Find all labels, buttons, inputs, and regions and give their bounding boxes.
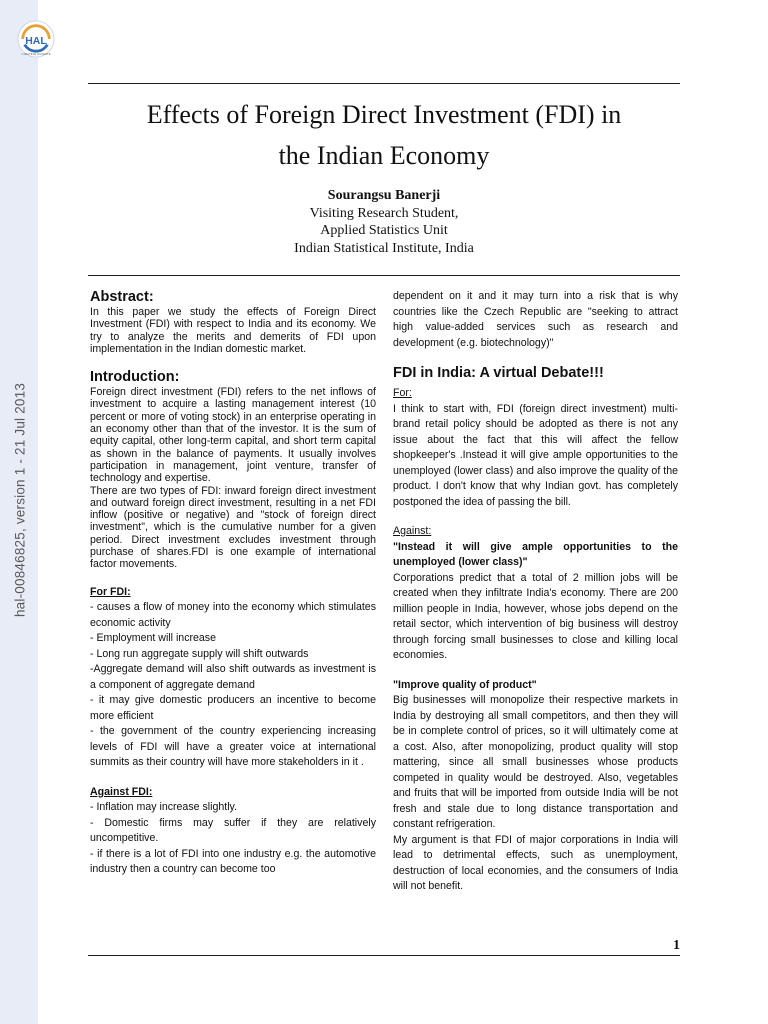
argument-text: My argument is that FDI of major corporations in India will lead to detrimental effects, such as unemployment, destruction of local economies, and the consumers of India will not benefit.: [393, 833, 678, 892]
against-label: Against:: [393, 525, 432, 537]
fdi-lists: [90, 585, 376, 878]
page-number: 1: [673, 938, 680, 953]
list-item: - causes a flow of money into the economy which stimulates economic activity: [90, 601, 376, 629]
continuation-text: dependent on it and it may turn into a risk that is why countries like the Czech Republic are "seeking to attract high value-added services such as research and development (e.g. biotechnology)": [393, 290, 678, 349]
for-fdi-heading: For FDI:: [90, 585, 131, 598]
author-block: [88, 187, 680, 257]
header-rule-top: [88, 83, 680, 84]
quote-unemployed-text: Corporations predict that a total of 2 million jobs will be created when they infiltrate India's economy. There are 200 million people in India, however, whose jobs depend on the retail sector, which intervention of big business will destroy through forcing small businesses to close and killing local economies.: [393, 571, 678, 661]
right-column: [393, 289, 678, 895]
list-item: - the government of the country experiencing increasing levels of FDI will have a greater voice at international summits as their country will have more stakeholders in it .: [90, 725, 376, 769]
for-label: For:: [393, 387, 412, 399]
introduction-paragraph-1: Foreign direct investment (FDI) refers to the net inflows of investment to acquire a lasting management interest (10 percent or more of voting stock) in an enterprise operating in an economy other than that of the investor. It is the sum of equity capital, other long-term capital, and short term capital as shown in the balance of payments. It usually involves participation in management, joint venture, transfer of technology and expertise.: [90, 386, 376, 485]
abstract-text: In this paper we study the effects of Foreign Direct Investment (FDI) with respect to India and its economy. We try to analyze the merits and demerits of FDI upon implementation in the Indian domestic market.: [90, 306, 376, 355]
quote-quality-text: Big businesses will monopolize their respective markets in India by destroying all small competitors, and then they will be in complete control of prices, so it will ultimately come at a cost. Also, after monopolizing, product quality will stop mattering, since all small businesses whose products competed in quality would be destroyed. Also, vegetables and fruits that will be imported from outside India will be not fresh and stale due to long distance transportation and constant refrigeration.: [393, 694, 678, 830]
logo-caption: L'ARCHIVE OUVERTE: [21, 52, 51, 57]
abstract-heading: Abstract:: [90, 289, 154, 305]
author-name: Sourangsu Banerji: [327, 188, 441, 203]
against-fdi-heading: Against FDI:: [90, 785, 153, 798]
logo-text: HAL: [25, 35, 47, 47]
introduction-paragraph-2: There are two types of FDI: inward foreign direct investment and outward foreign direct investment, resulting in a net FDI inflow (positive or negative) and "stock of foreign direct investment", which is the cumulative number for a given period. Direct investment excludes investment through purchase of shares.FDI is one example of international factor movements.: [90, 484, 376, 571]
author-position: Visiting Research Student,: [309, 205, 459, 221]
introduction-heading: Introduction:: [90, 369, 180, 386]
left-column: [90, 289, 376, 878]
list-item: - it may give domestic producers an incentive to become more efficient: [90, 694, 376, 722]
hal-id-label: hal-00846825, version 1 - 21 Jul 2013: [12, 382, 28, 618]
list-item: - Long run aggregate supply will shift outwards: [90, 647, 309, 660]
list-item: - Inflation may increase slightly.: [90, 801, 237, 814]
for-text: I think to start with, FDI (foreign direct investment) multi-brand retail policy should be adopted as there is not any issue about the fact that this will affect the fellow shopkeeper's .Instead it will give ample opportunities to the unemployed (lower class) and also improve the quality of the product. I don't know that why Indian govt. has completely postponed the idea of passing the bill.: [393, 402, 678, 508]
title-line-2: the Indian Economy: [278, 141, 490, 170]
list-item: -Aggregate demand will also shift outwards as investment is a component of aggregate demand: [90, 663, 376, 691]
quote-quality: "Improve quality of product": [393, 678, 537, 691]
header-rule-bottom: [88, 275, 680, 276]
author-institute: Indian Statistical Institute, India: [294, 240, 474, 256]
paper-title: [88, 94, 680, 176]
quote-unemployed: "Instead it will give ample opportunities to the unemployed (lower class)": [393, 540, 678, 568]
footer-rule: [88, 955, 680, 956]
author-unit: Applied Statistics Unit: [320, 223, 448, 238]
hal-logo-icon: [17, 20, 55, 58]
list-item: - Domestic firms may suffer if they are relatively uncompetitive.: [90, 816, 376, 845]
list-item: - if there is a lot of FDI into one industry e.g. the automotive industry then a country can become too: [90, 847, 376, 876]
debate-heading: FDI in India: A virtual Debate!!!: [393, 365, 604, 381]
title-line-1: Effects of Foreign Direct Investment (FDI) in: [146, 100, 622, 129]
list-item: - Employment will increase: [90, 632, 216, 645]
